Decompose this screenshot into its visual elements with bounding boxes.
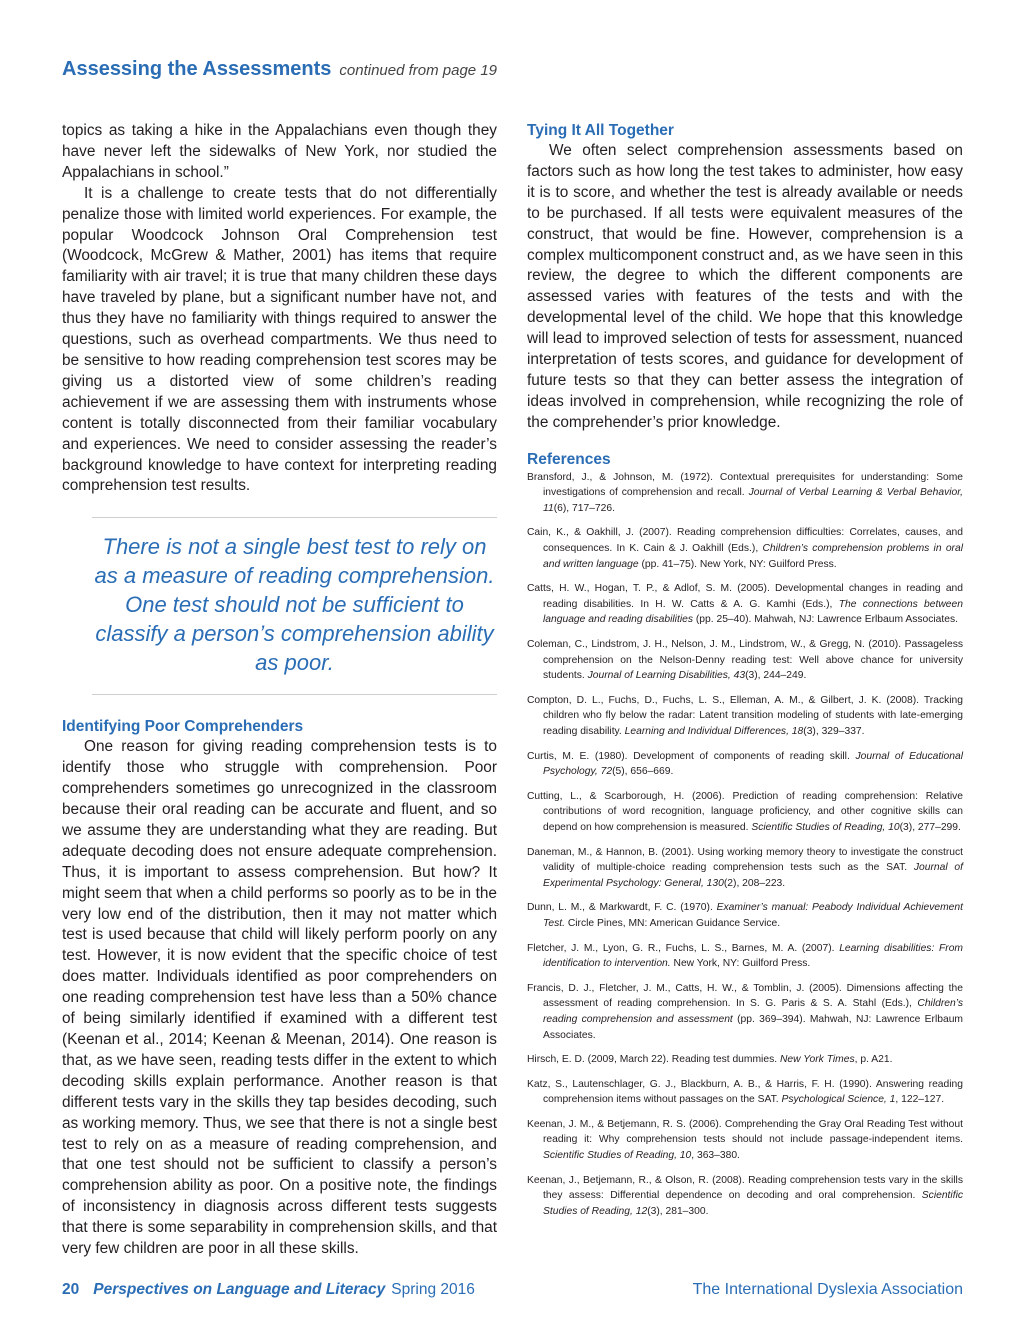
references-list [527,470,963,1220]
pull-quote [92,517,497,695]
right-paragraph-1: We often select comprehension assessments based on factors such as how long the test takes to administer, how easy it is to score, and whether the test is already available or needs to be purchased. If all tests were equivalent measures of the construct, that would be fine. However, comprehension is a complex multicomponent construct and, as we have seen in this review, the degree to which the different components are assessed varies with features of the tests and with the developmental level of the child. We hope that this knowledge will lead to improved selection of tests for assessment, nuanced interpretation of tests scores, and guidance for development of future tests so that they can better assess the integration of ideas involved in comprehension, while recognizing the role of the comprehender’s prior knowledge. [527,142,963,431]
reference-text: Fletcher, J. M., Lyon, G. R., Fuchs, L. S., Barnes, M. A. (2007). [527,942,840,954]
reference-source: Scientific Studies of Reading, 10 [751,821,900,833]
reference-entry [527,1117,963,1164]
reference-details: (3), 281–300. [647,1205,709,1217]
reference-details: (2), 208–223. [723,877,786,889]
header-continued: continued from page 19 [339,62,498,79]
reference-source: Scientific Studies of Reading, 10 [543,1150,692,1162]
reference-text: Catts, H. W., Hogan, T. P., & Adlof, S. M. (2005). Developmental changes in reading and reading disabilities. In H. W. Catts & A. G. Kamhi (Eds.), [527,583,963,610]
reference-source: Journal of Verbal Learning & Verbal Behavior, 11 [543,487,963,514]
left-paragraph-2: It is a challenge to create tests that do not differentially penalize those with limited world experiences. For example, the popular Woodcock Johnson Oral Comprehension test (Woodcock, McGrew & Mather, 2001) has items that require familiarity with air travel; it is true that many children these days have traveled by plane, but a significant number have not, and thus they have no familiarity with things required to answer the questions, such as overhead compartments. We thus need to be sensitive to how reading comprehension test scores may be giving us a distorted view of some children’s reading achievement if we are assessing them with instruments whose content is totally disconnected from their familiar vocabulary and experiences. We need to consider assessing the reader’s background knowledge to have context for interpreting reading comprehension test results. [62,184,497,495]
reference-entry [527,470,963,517]
reference-details: (pp. 369–394). Mahwah, NJ: Lawrence Erlbaum Associates. [543,1013,963,1041]
reference-details: (6), 717–726. [553,502,615,514]
reference-details: (3), 277–299. [899,821,961,833]
reference-text: Keenan, J., Betjemann, R., & Olson, R. (2008). Reading comprehension tests vary in the skills they assess: Differential dependence on decoding and oral comprehension. [527,1174,963,1202]
reference-text: Cutting, L., & Scarborough, H. (2006). Prediction of reading comprehension: Relative contributions of word recognition, language proficiency, and other cognitive skills can depend on how comprehension is measured. [527,790,963,833]
reference-entry [527,581,963,628]
reference-text: Hirsch, E. D. (2009, March 22). Reading test dummies. [527,1054,780,1066]
journal-name: Perspectives on Language and Literacy [93,1281,386,1298]
reference-text: Curtis, M. E. (1980). Development of components of reading skill. [527,750,856,762]
reference-details: (3), 244–249. [745,670,807,682]
issue-season: Spring 2016 [391,1281,475,1298]
left-column [62,121,497,1260]
reference-entry [527,1052,963,1068]
reference-entry [527,637,963,684]
reference-details: Circle Pines, MN: American Guidance Service. [564,917,781,929]
reference-source: Journal of Experimental Psychology: General, 130 [543,862,963,889]
reference-details: (pp. 25–40). Mahwah, NJ: Lawrence Erlbaum Associates. [693,614,958,626]
reference-details: New York, NY: Guilford Press. [670,958,811,970]
right-column [527,121,963,1228]
references-heading: References [527,450,611,468]
reference-source: The connections between language and reading disabilities [543,598,963,626]
reference-text: Dunn, L. M., & Markwardt, F. C. (1970). [527,902,717,914]
reference-text: Katz, S., Lautenschlager, G. J., Blackburn, A. B., & Harris, F. H. (1990). Answering reading comprehension items without passages on the SAT. [527,1078,963,1106]
section-heading-poor-comprehenders: Identifying Poor Comprehenders [62,718,304,736]
reference-details: (pp. 41–75). New York, NY: Guilford Press. [638,558,837,570]
reference-source: Journal of Learning Disabilities, 43 [587,670,746,682]
reference-source: Examiner’s manual: Peabody Individual Achievement Test. [543,902,963,929]
header-title: Assessing the Assessments [62,58,332,80]
reference-details: , p. A21. [854,1054,893,1066]
reference-text: Compton, D. L., Fuchs, D., Fuchs, L. S., Elleman, A. M., & Gilbert, J. K. (2008). Tracking children who fly below the radar: Latent transition modeling of students with late-emerging reading disability. [527,694,963,737]
reference-details: (3), 329–337. [803,726,865,737]
reference-entry [527,1173,963,1220]
reference-source: Journal of Educational Psychology, 72 [543,750,963,778]
reference-text: Francis, D. J., Fletcher, J. M., Catts, H. W., & Tomblin, J. (2005). Dimensions affecting the assessment of reading comprehension. In S. G. Paris & S. A. Stahl (Eds.), [527,982,963,1010]
reference-source: Scientific Studies of Reading, 12 [543,1190,963,1217]
page-footer [62,1281,963,1303]
left-paragraph-1: topics as taking a hike in the Appalachians even though they have never left the sidewalks of New York, nor studied the Appalachians in school.” [62,122,497,181]
reference-source: Children’s reading comprehension and assessment [543,998,963,1025]
page-number: 20 [62,1281,80,1298]
reference-details: , 363–380. [691,1150,740,1162]
reference-entry [527,525,963,572]
organization-name: The International Dyslexia Association [692,1281,963,1298]
reference-details: , 122–127. [895,1094,945,1106]
reference-details: (5), 656–669. [612,766,674,778]
reference-entry [527,845,963,892]
reference-entry [527,789,963,836]
running-header [62,58,962,81]
reference-entry [527,749,963,780]
reference-entry [527,1077,963,1108]
reference-text: Daneman, M., & Hannon, B. (2001). Using working memory theory to investigate the construct validity of multiple-choice reading comprehension tests such as the SAT. [527,846,963,874]
reference-source: Children’s comprehension problems in oral and written language [543,543,963,570]
reference-entry [527,900,963,931]
left-paragraph-3: One reason for giving reading comprehension tests is to identify those who struggle with comprehension. Poor comprehenders sometimes go unrecognized in the classroom because their oral reading can be accurate and fluent, and so we assume they are understanding what they are reading. But adequate decoding does not ensure adequate comprehension. Thus, it is important to assess comprehension. But how? It might seem that when a child performs so poorly as to be in the very low end of the distribution, then it may not matter which test is used because that child will likely perform poorly on any test. However, it is now evident that the specific choice of test does matter. Individuals identified as poor comprehenders on one reading comprehension test have less than a 50% chance of being similarly identified if examined with a different test (Keenan et al., 2014; Keenan & Meenan, 2014). One reason is that, as we have seen, reading tests differ in the extent to which decoding skills explain performance. Another reason is that different tests vary in the skills they tap besides decoding, such as working memory. Thus, we see that there is not a single best test to rely on as a measure of reading comprehension, and that one test should not be sufficient to classify a person’s comprehension ability as poor. On a positive note, the findings of inconsistency in diagnosis across different tests suggests that there is some separability in comprehension skills, and that very few children are poor in all these skills. [62,738,497,1258]
reference-source: Learning and Individual Differences, 18 [624,726,804,737]
reference-entry [527,981,963,1043]
reference-text: Keenan, J. M., & Betjemann, R. S. (2006). Comprehending the Gray Oral Reading Test without reading it: Why comprehension tests should not include passage-independent items. [527,1118,963,1146]
section-heading-tying-together: Tying It All Together [527,122,674,139]
reference-source: Learning disabilities: From identification to intervention. [543,942,963,970]
reference-entry [527,941,963,972]
reference-text: Cain, K., & Oakhill, J. (2007). Reading comprehension difficulties: Correlates, causes, and consequences. In K. Cain & J. Oakhill (Eds.), [527,527,963,555]
reference-source: New York Times [779,1054,855,1066]
pull-quote-text: There is not a single best test to rely on as a measure of reading comprehension. One test should not be sufficient to classify a person’s comprehension ability as poor. [94,534,495,675]
reference-source: Psychological Science, 1 [781,1094,896,1106]
reference-text: Bransford, J., & Johnson, M. (1972). Contextual prerequisites for understanding: Some investigations of comprehension and recall. [527,471,963,499]
reference-text: Coleman, C., Lindstrom, J. H., Nelson, J. M., Lindstrom, W., & Gregg, N. (2010). Passageless comprehension on the Nelson-Denny reading test: Well above chance for university students. [527,639,963,682]
reference-entry [527,693,963,740]
